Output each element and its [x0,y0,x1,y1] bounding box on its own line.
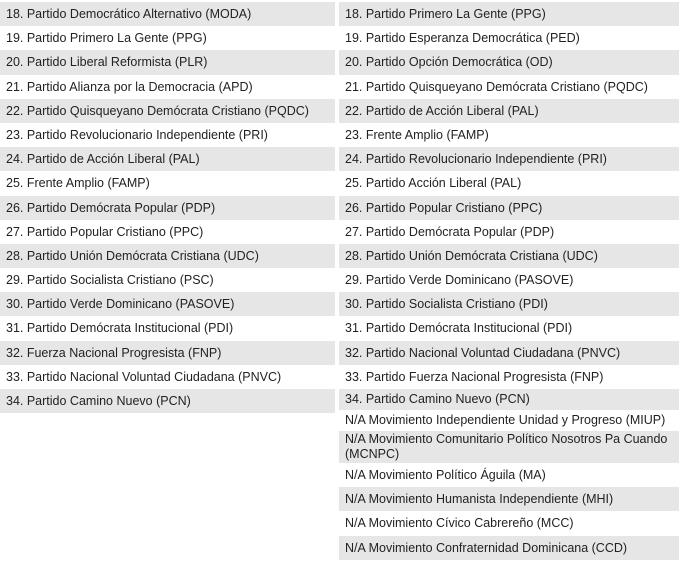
list-item: 30. Partido Verde Dominicano (PASOVE) [0,292,335,316]
list-item: 27. Partido Demócrata Popular (PDP) [345,224,555,239]
left-party-column [0,2,335,413]
list-item: 34. Partido Camino Nuevo (PCN) [339,389,679,410]
list-item: N/A Movimiento Confraternidad Dominicana (CCD) [339,536,679,560]
list-item: 24. Partido de Acción Liberal (PAL) [0,147,335,171]
list-item: 29. Partido Socialista Cristiano (PSC) [6,273,214,288]
list-item: 27. Partido Popular Cristiano (PPC) [6,224,204,239]
right-party-column [339,2,679,560]
list-item: 23. Partido Revolucionario Independiente (PRI) [6,127,268,142]
list-item: 20. Partido Liberal Reformista (PLR) [0,50,335,74]
list-item: 26. Partido Demócrata Popular (PDP) [0,196,335,220]
list-item: 32. Partido Nacional Voluntad Ciudadana (PNVC) [339,341,679,365]
list-item: 20. Partido Opción Democrática (OD) [339,50,679,74]
list-item: 22. Partido de Acción Liberal (PAL) [339,99,679,123]
list-item: 28. Partido Unión Demócrata Cristiana (UDC) [0,244,335,268]
list-item: 31. Partido Demócrata Institucional (PDI) [345,321,573,336]
list-item: N/A Movimiento Comunitario Político Nosotros Pa Cuando (MCNPC) [339,431,679,463]
list-item: 18. Partido Primero La Gente (PPG) [339,2,679,26]
list-item: N/A Movimiento Político Águila (MA) [345,468,546,482]
list-item: 34. Partido Camino Nuevo (PCN) [0,389,335,413]
list-item: 29. Partido Verde Dominicano (PASOVE) [345,273,574,288]
list-item: 25. Partido Acción Liberal (PAL) [345,176,522,191]
list-item: N/A Movimiento Humanista Independiente (MHI) [339,487,679,511]
list-item: 32. Fuerza Nacional Progresista (FNP) [0,341,335,365]
list-item: 18. Partido Democrático Alternativo (MODA) [0,2,335,26]
list-item: 33. Partido Nacional Voluntad Ciudadana (PNVC) [6,369,282,384]
list-item: 26. Partido Popular Cristiano (PPC) [339,196,679,220]
list-item: N/A Movimiento Cívico Cabrereño (MCC) [345,516,574,531]
list-item: 21. Partido Alianza por la Democracia (APD) [6,79,253,94]
list-item: 25. Frente Amplio (FAMP) [6,176,150,191]
list-item: 21. Partido Quisqueyano Demócrata Cristiano (PQDC) [345,79,648,94]
list-item: 31. Partido Demócrata Institucional (PDI) [6,321,234,336]
list-item: 23. Frente Amplio (FAMP) [345,127,489,142]
list-item: 24. Partido Revolucionario Independiente (PRI) [339,147,679,171]
list-item: N/A Movimiento Independiente Unidad y Progreso (MIUP) [345,413,666,427]
list-item: 22. Partido Quisqueyano Demócrata Cristiano (PQDC) [0,99,335,123]
list-item: 33. Partido Fuerza Nacional Progresista (FNP) [345,369,604,384]
list-item: 28. Partido Unión Demócrata Cristiana (UDC) [339,244,679,268]
list-item: 19. Partido Esperanza Democrática (PED) [345,31,580,46]
list-item: 19. Partido Primero La Gente (PPG) [6,31,207,46]
list-item: 30. Partido Socialista Cristiano (PDI) [339,292,679,316]
